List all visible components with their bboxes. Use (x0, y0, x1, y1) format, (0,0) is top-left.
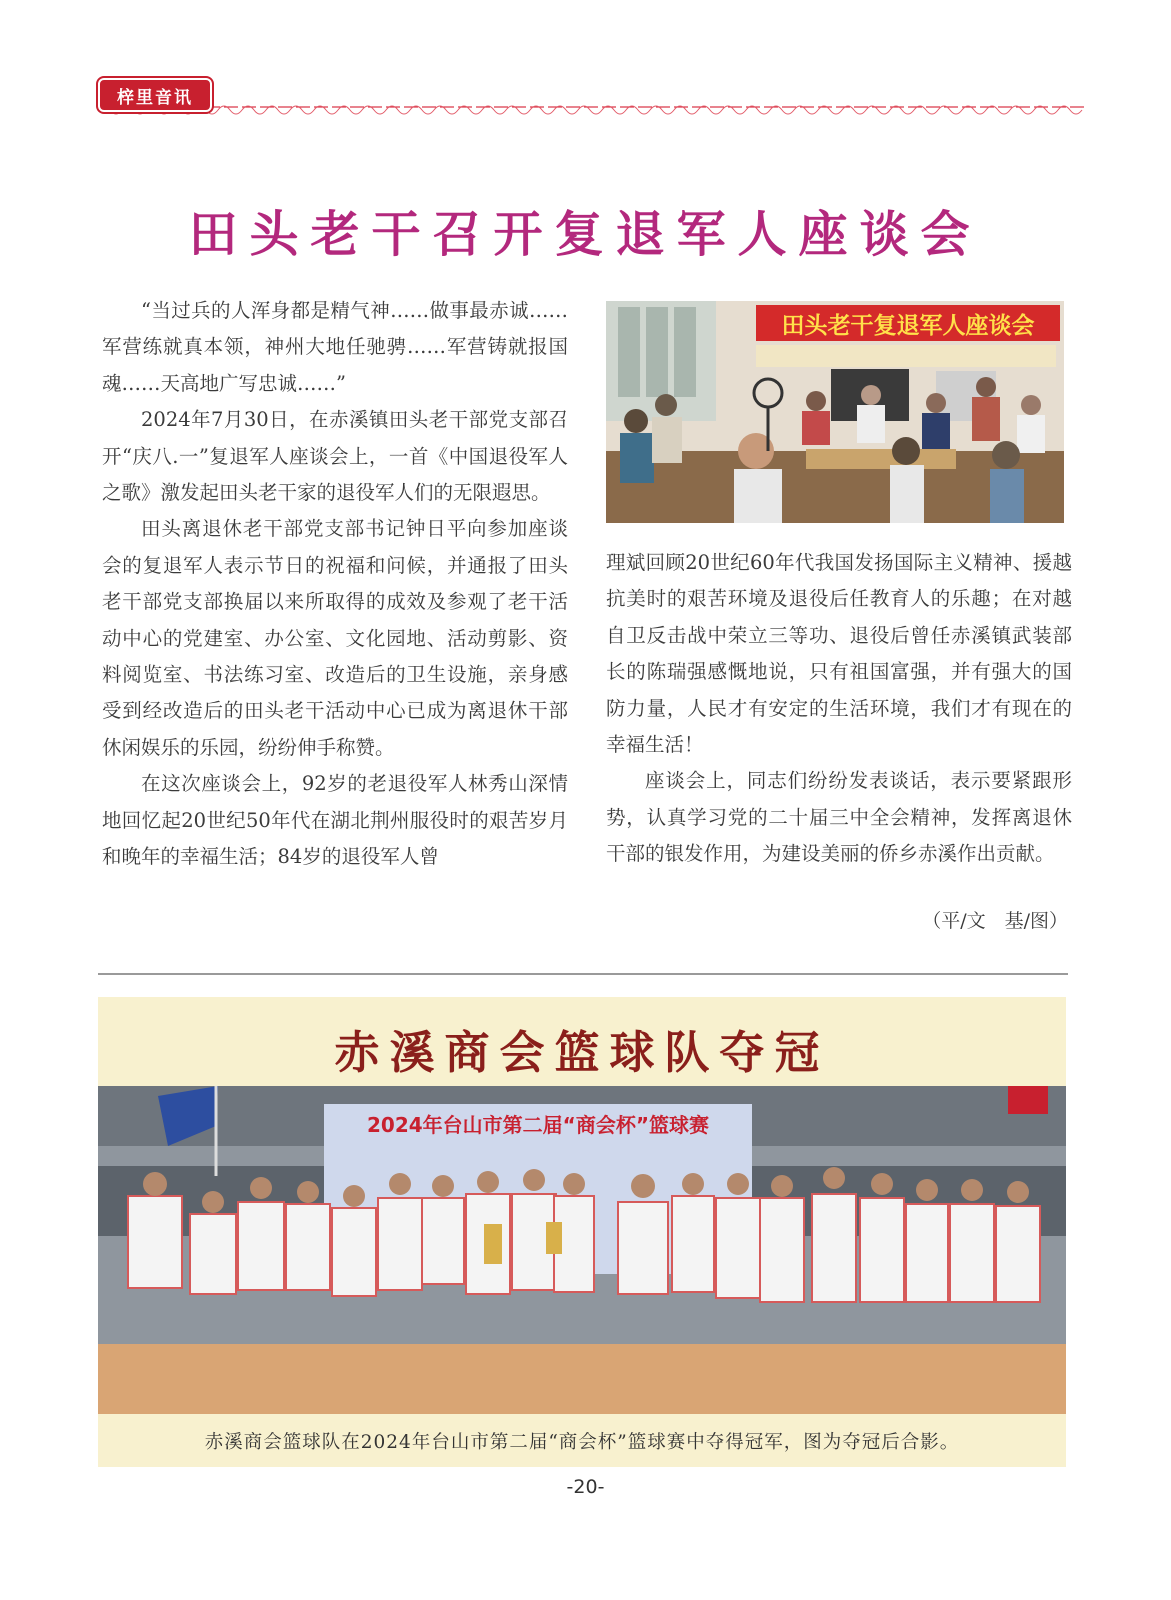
page-number: -20- (566, 1476, 605, 1498)
article1-right-column (606, 545, 1072, 873)
meeting-photo-banner (756, 305, 1060, 341)
article1-title: 田头老干召开复退军人座谈会 (188, 206, 982, 263)
team-photo-caption: 赤溪商会篮球队在2024年台山市第二届“商会杯”篮球赛中夺得冠军，图为夺冠后合影。 (204, 1432, 960, 1453)
article1-paragraph: “当过兵的人浑身都是精气神……做事最赤诚……军营练就真本领，神州大地任驰骋……军营铸就报国魂……天高地广写忠诚……” (102, 299, 568, 395)
article1-paragraph: 座谈会上，同志们纷纷发表谈话，表示要紧跟形势，认真学习党的二十届三中全会精神，发挥离退休干部的银发作用，为建设美丽的侨乡赤溪作出贡献。 (606, 769, 1072, 866)
article1-paragraph: 2024年7月30日，在赤溪镇田头老干部党支部召开“庆八.一”复退军人座谈会上，一首《中国退役军人之歌》激发起田头老干家的退役军人们的无限遐思。 (102, 408, 568, 505)
section-tag (98, 78, 212, 112)
article-divider (98, 973, 1068, 975)
section-tag-label: 梓里音讯 (117, 87, 193, 108)
article2-title: 赤溪商会篮球队夺冠 (334, 1026, 830, 1079)
article1-credit: （平/文 基/图） (922, 910, 1068, 932)
article1-left-column (102, 293, 568, 876)
team-photo-banner (326, 1108, 750, 1138)
meeting-photo-banner-text: 田头老干复退军人座谈会 (781, 312, 1035, 339)
meeting-photo (606, 301, 1064, 523)
team-photo-banner-text: 2024年台山市第二届“商会杯”篮球赛 (367, 1112, 709, 1137)
article1-paragraph: 在这次座谈会上，92岁的老退役军人林秀山深情地回忆起20世纪50年代在湖北荆州服役时的艰苦岁月和晚年的幸福生活；84岁的退役军人曾 (102, 772, 568, 869)
article1-paragraph: 理斌回顾20世纪60年代我国发扬国际主义精神、援越抗美时的艰苦环境及退役后任教育人的乐趣；在对越自卫反击战中荣立三等功、退役后曾任赤溪镇武装部长的陈瑞强感慨地说，只有祖国富强，并有强大的国防力量，人民才有安定的生活环境，我们才有现在的幸福生活！ (606, 551, 1072, 757)
article1-paragraph: 田头离退休老干部党支部书记钟日平向参加座谈会的复退军人表示节日的祝福和问候，并通报了田头老干部党支部换届以来所取得的成效及参观了老干活动中心的党建室、办公室、文化园地、活动剪影、资料阅览室、书法练习室、改造后的卫生设施，亲身感受到经改造后的田头老干活动中心已成为离退休干部休闲娱乐的乐园，纷纷伸手称赞。 (102, 517, 568, 759)
team-photo (98, 1086, 1066, 1414)
header-decorative-line (98, 98, 1088, 116)
